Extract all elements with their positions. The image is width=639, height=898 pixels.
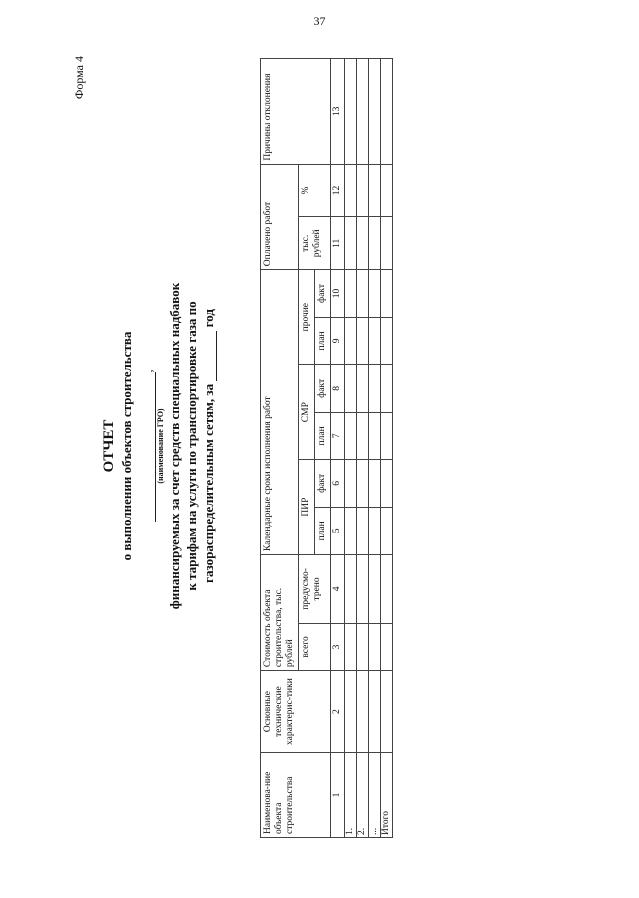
row-label: ... [369,752,381,837]
description-line-2: к тарифам на услуги по транспортировке газа по [184,301,199,591]
row-label: 2. [357,752,369,837]
column-number: 3 [331,623,345,670]
rotated-form-page [70,46,550,846]
header-reasons: Причины отклонения [261,59,331,165]
gro-blank [143,373,156,523]
header-pir-fact: факт [315,460,331,507]
header-pir: ПИР [299,460,315,555]
table-row [369,59,381,838]
column-number: 8 [331,365,345,412]
table-row [345,59,357,838]
column-number: 2 [331,671,345,753]
header-smr-plan: план [315,412,331,459]
column-number-row [331,59,345,838]
header-cost: Стоимость объекта строительства, тыс. рублей [261,555,299,671]
header-other-fact: факт [315,270,331,317]
header-other-plan: план [315,317,331,364]
column-number: 7 [331,412,345,459]
header-name: Наименова-ние объекта строительства [261,752,331,837]
table-row [357,59,369,838]
total-label: Итого [381,752,393,837]
gro-suffix: , [141,369,155,373]
description-line-3-suffix: год [201,309,216,328]
title-block [100,46,217,846]
column-number: 13 [331,59,345,165]
header-cost-planned: предусмо-трено [299,555,331,624]
column-number: 1 [331,752,345,837]
page-number: 37 [313,14,326,28]
header-other: прочие [299,270,315,365]
header-paid-thousand: тыс. рублей [299,217,331,270]
header-tech: Основные технические характерис-тики [261,671,331,753]
report-subtitle: о выполнении объектов строительства [119,331,134,561]
header-smr-fact: факт [315,365,331,412]
column-number: 4 [331,555,345,624]
header-row-1 [261,59,299,838]
report-table [260,58,393,838]
report-title: ОТЧЕТ [101,419,117,473]
header-pir-plan: план [315,507,331,554]
gro-line [140,46,156,846]
header-cost-total: всего [299,623,331,670]
total-row [381,59,393,838]
header-paid: Оплачено работ [261,164,299,270]
column-number: 9 [331,317,345,364]
header-paid-percent: % [299,164,331,217]
header-smr: СМР [299,365,315,460]
column-number: 12 [331,164,345,217]
column-number: 6 [331,460,345,507]
gro-caption: (наименование ГРО) [156,408,165,484]
column-number: 10 [331,270,345,317]
column-number: 5 [331,507,345,554]
description-line-3-prefix: газораспределительным сетям, за [201,383,216,583]
column-number: 11 [331,217,345,270]
description-line-3 [200,46,217,846]
header-schedule: Календарные сроки исполнения работ [261,270,299,555]
row-label: 1. [345,752,357,837]
year-blank [204,331,217,381]
form-label: Форма 4 [72,56,86,100]
description-line-1: финансируемых за счет средств специальных надбавок [167,282,182,610]
